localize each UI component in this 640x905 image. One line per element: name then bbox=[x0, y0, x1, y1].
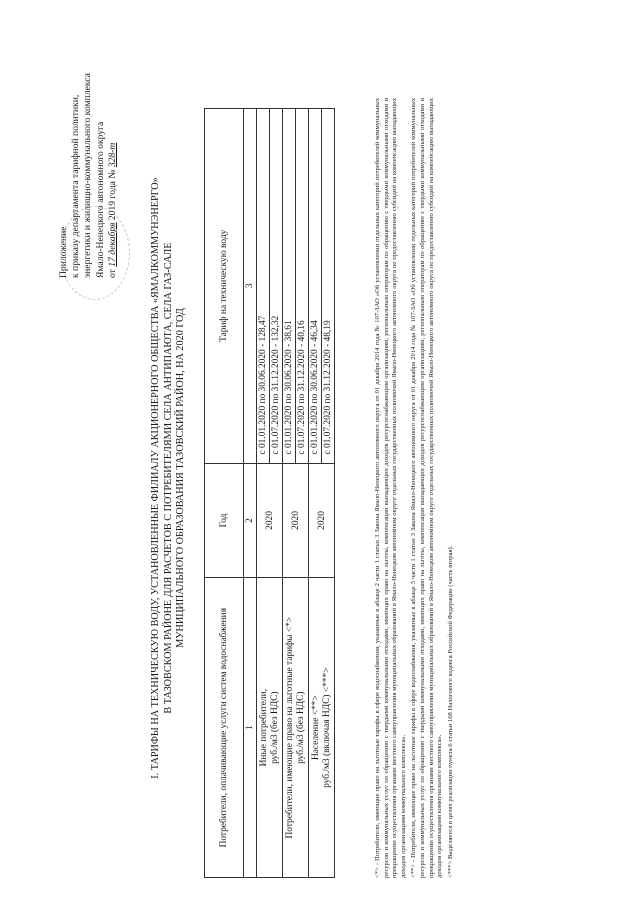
tariff-table bbox=[204, 108, 335, 878]
column-number: 3 bbox=[244, 109, 257, 464]
title-line: В ТАЗОВСКОМ РАЙОНЕ ДЛЯ РАСЧЕТОВ С ПОТРЕБИТЕЛЯМИ СЕЛА АНТИПАЮТА, СЕЛА ГАЗ-САЛЕ bbox=[162, 242, 174, 714]
title-line: МУНИЦИПАЛЬНОГО ОБРАЗОВАНИЯ ТАЗОВСКИЙ РАЙОН, НА 2020 ГОД bbox=[175, 308, 186, 648]
document-title bbox=[150, 58, 188, 898]
footnote: <**> - Потребители, имеющие право на льготные тарифы в сфере водоснабжения, указанные в абзаце 3 части 1 статьи 3 Закона Ямало-Ненецкого автономного округа от 01 декабря 2014 года № 107-ЗАО «Об установлении отдельных категорий потребителей коммунальных ресурсов и коммунальных услуг по обращению с твердыми коммунальными отходами, имеющих право на льготы, компенсации выпадающих доходов ресурсоснабжающим организациям, региональным операторам по обращению с твердыми коммунальными отходами и прекращении осуществления органами местного самоуправления муниципальных образований в Ямало-Ненецком автономном округе отдельных государственных полномочий Ямало-Ненецкого автономного округа по предоставлению субсидий на компенсацию выпадающих доходов организациям коммунального комплекса». bbox=[410, 98, 444, 878]
tariff-cell: с 01.01.2020 по 30.06.2020 - 38,61 bbox=[283, 109, 296, 464]
footnotes bbox=[374, 98, 457, 878]
table-row bbox=[309, 109, 322, 878]
appendix-line: энергетики и жилищно-коммунального комплекса bbox=[82, 73, 94, 278]
appendix-label: Приложение bbox=[58, 226, 69, 278]
consumer-name: Потребители, имеющие право на льготные тарифы <*> bbox=[284, 616, 295, 839]
title-line: I. ТАРИФЫ НА ТЕХНИЧЕСКУЮ ВОДУ, УСТАНОВЛЕННЫЕ ФИЛИАЛУ АКЦИОНЕРНОГО ОБЩЕСТВА «ЯМАЛКОММУНЭНЕРГО» bbox=[150, 177, 161, 779]
year-cell: 2020 bbox=[309, 463, 335, 578]
consumer-cell bbox=[309, 578, 335, 878]
tariff-cell: с 01.07.2020 по 31.12.2020 - 48,19 bbox=[322, 109, 335, 464]
column-number: 1 bbox=[244, 578, 257, 878]
table-number-row bbox=[244, 109, 257, 878]
year-cell: 2020 bbox=[257, 463, 283, 578]
table-row bbox=[283, 109, 296, 878]
tariff-cell: с 01.07.2020 по 31.12.2020 - 40,16 bbox=[296, 109, 309, 464]
consumer-unit: руб./м3 (без НДС) bbox=[269, 691, 280, 764]
footnote: <*> - Потребители, имеющие право на льготные тарифы в сфере водоснабжения, указанные в абзаце 2 части 1 статьи 3 Закона Ямало-Ненецкого автономного округа от 01 декабря 2014 года № 107-ЗАО «Об установлении отдельных категорий потребителей коммунальных ресурсов и коммунальных услуг по обращению с твердыми коммунальными отходами, имеющих право на льготы, компенсации выпадающих доходов ресурсоснабжающим организациям, региональным операторам по обращению с твердыми коммунальными отходами и прекращении осуществления органами местного самоуправления муниципальных образований в Ямало-Ненецком автономном округе отдельных государственных полномочий Ямало-Ненецкого автономного округа по предоставлению субсидий на компенсацию выпадающих доходов организациям коммунального комплекса». bbox=[374, 98, 407, 878]
tariff-cell: с 01.07.2020 по 31.12.2020 - 132,32 bbox=[270, 109, 283, 464]
header-tariff: Тариф на техническую воду bbox=[205, 109, 244, 464]
header-consumers: Потребители, оплачивающие услуги систем водоснабжения bbox=[205, 578, 244, 878]
consumer-unit: руб./м3 (без НДС) bbox=[295, 691, 306, 764]
date-year: 2019 года № bbox=[106, 169, 118, 221]
consumer-cell bbox=[257, 578, 283, 878]
consumer-name: Население <**> bbox=[310, 695, 321, 761]
appendix-line: Ямало-Ненецкого автономного округа bbox=[94, 121, 106, 278]
appendix-header bbox=[58, 48, 119, 278]
year-cell: 2020 bbox=[283, 463, 309, 578]
tariff-cell: с 01.01.2020 по 30.06.2020 - 128,47 bbox=[257, 109, 270, 464]
date-day-month: 17 декабря bbox=[106, 222, 118, 267]
tariff-cell: с 01.01.2020 по 30.06.2020 - 46,34 bbox=[309, 109, 322, 464]
consumer-cell bbox=[283, 578, 309, 878]
consumer-name: Иные потребители, bbox=[258, 689, 269, 767]
footnote: <***> Выделяется в целях реализации пункта 6 статьи 168 Налогового кодекса Российской Федерации (часть вторая). bbox=[446, 545, 454, 878]
appendix-line: к приказу департамента тарифной политики, bbox=[70, 94, 82, 278]
order-number: 328-т bbox=[106, 142, 118, 168]
appendix-order-date bbox=[107, 48, 119, 278]
column-number: 2 bbox=[244, 463, 257, 578]
table-row bbox=[257, 109, 270, 878]
consumer-unit: руб./м3 (включая НДС) <***> bbox=[321, 667, 332, 788]
date-prefix: от bbox=[106, 269, 118, 278]
header-year: Год bbox=[205, 463, 244, 578]
table-header-row bbox=[205, 109, 244, 878]
document-page bbox=[58, 58, 588, 898]
